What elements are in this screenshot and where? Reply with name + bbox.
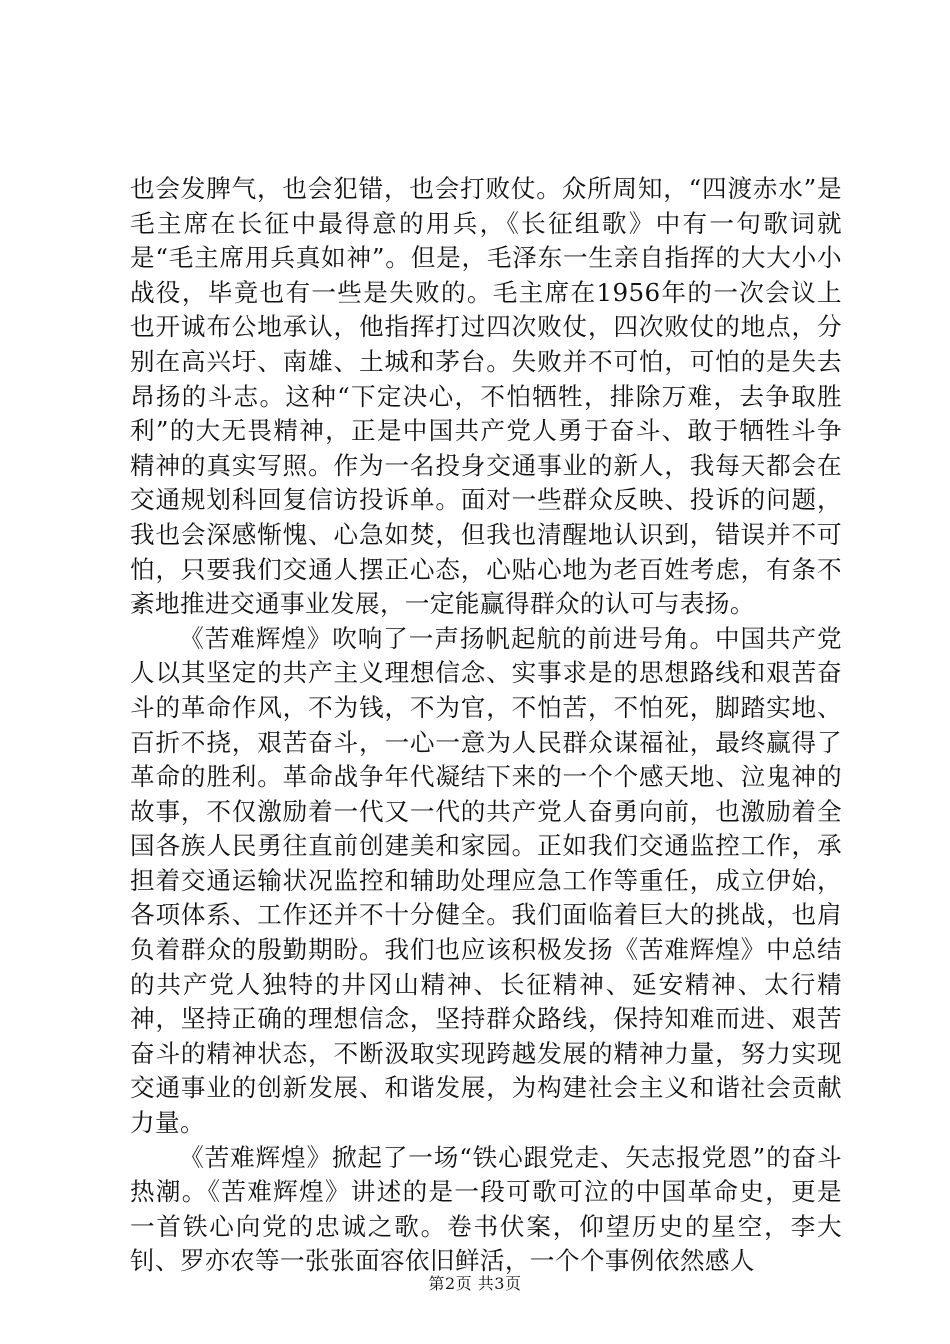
paragraph-2: 《苦难辉煌》吹响了一声扬帆起航的前进号角。中国共产党人以其坚定的共产主义理想信念、实事求是的思想路线和艰苦奋斗的革命作风，不为钱，不为官，不怕苦，不怕死，脚踏实地、百折不挠，艰苦奋斗，一心一意为人民群众谋福祉，最终赢得了革命的胜利。革命战争年代凝结下来的一个个感天地、泣鬼神的故事，不仅激励着一代又一代的共产党人奋勇向前，也激励着全国各族人民勇往直前创建美和家园。正如我们交通监控工作，承担着交通运输状况监控和辅助处理应急工作等重任，成立伊始，各项体系、工作还并不十分健全。我们面临着巨大的挑战，也肩负着群众的殷勤期盼。我们也应该积极发扬《苦难辉煌》中总结的共产党人独特的井冈山精神、长征精神、延安精神、太行精神，坚持正确的理想信念，坚持群众路线，保持知难而进、艰苦奋斗的精神状态，不断汲取实现跨越发展的精神力量，努力实现交通事业的创新发展、和谐发展，为构建社会主义和谐社会贡献力量。 bbox=[130, 623, 842, 1138]
paragraph-1: 也会发脾气，也会犯错，也会打败仗。众所周知，“四渡赤水”是毛主席在长征中最得意的用兵，《长征组歌》中有一句歌词就是“毛主席用兵真如神”。但是，毛泽东一生亲自指挥的大大小小战役，毕竟也有一些是失败的。毛主席在1956年的一次会议上也开诚布公地承认，他指挥打过四次败仗，四次败仗的地点，分别在高兴圩、南雄、土城和茅台。失败并不可怕，可怕的是失去昂扬的斗志。这种“下定决心，不怕牺牲，排除万难，去争取胜利”的大无畏精神，正是中国共产党人勇于奋斗、敢于牺牲斗争精神的真实写照。作为一名投身交通事业的新人，我每天都会在交通规划科回复信访投诉单。面对一些群众反映、投诉的问题，我也会深感惭愧、心急如焚，但我也清醒地认识到，错误并不可怕，只要我们交通人摆正心态，心贴心地为老百姓考虑，有条不紊地推进交通事业发展，一定能赢得群众的认可与表扬。 bbox=[130, 174, 842, 619]
paragraph-3: 《苦难辉煌》掀起了一场“铁心跟党走、矢志报党恩”的奋斗热潮。《苦难辉煌》讲述的是一段可歌可泣的中国革命史，更是一首铁心向党的忠诚之歌。卷书伏案，仰望历史的星空，李大钊、罗亦农等一张张面容依旧鲜活，一个个事例依然感人 bbox=[130, 1142, 842, 1276]
page-footer: 第2页 共3页 bbox=[428, 1274, 522, 1293]
body-text bbox=[130, 172, 842, 1279]
